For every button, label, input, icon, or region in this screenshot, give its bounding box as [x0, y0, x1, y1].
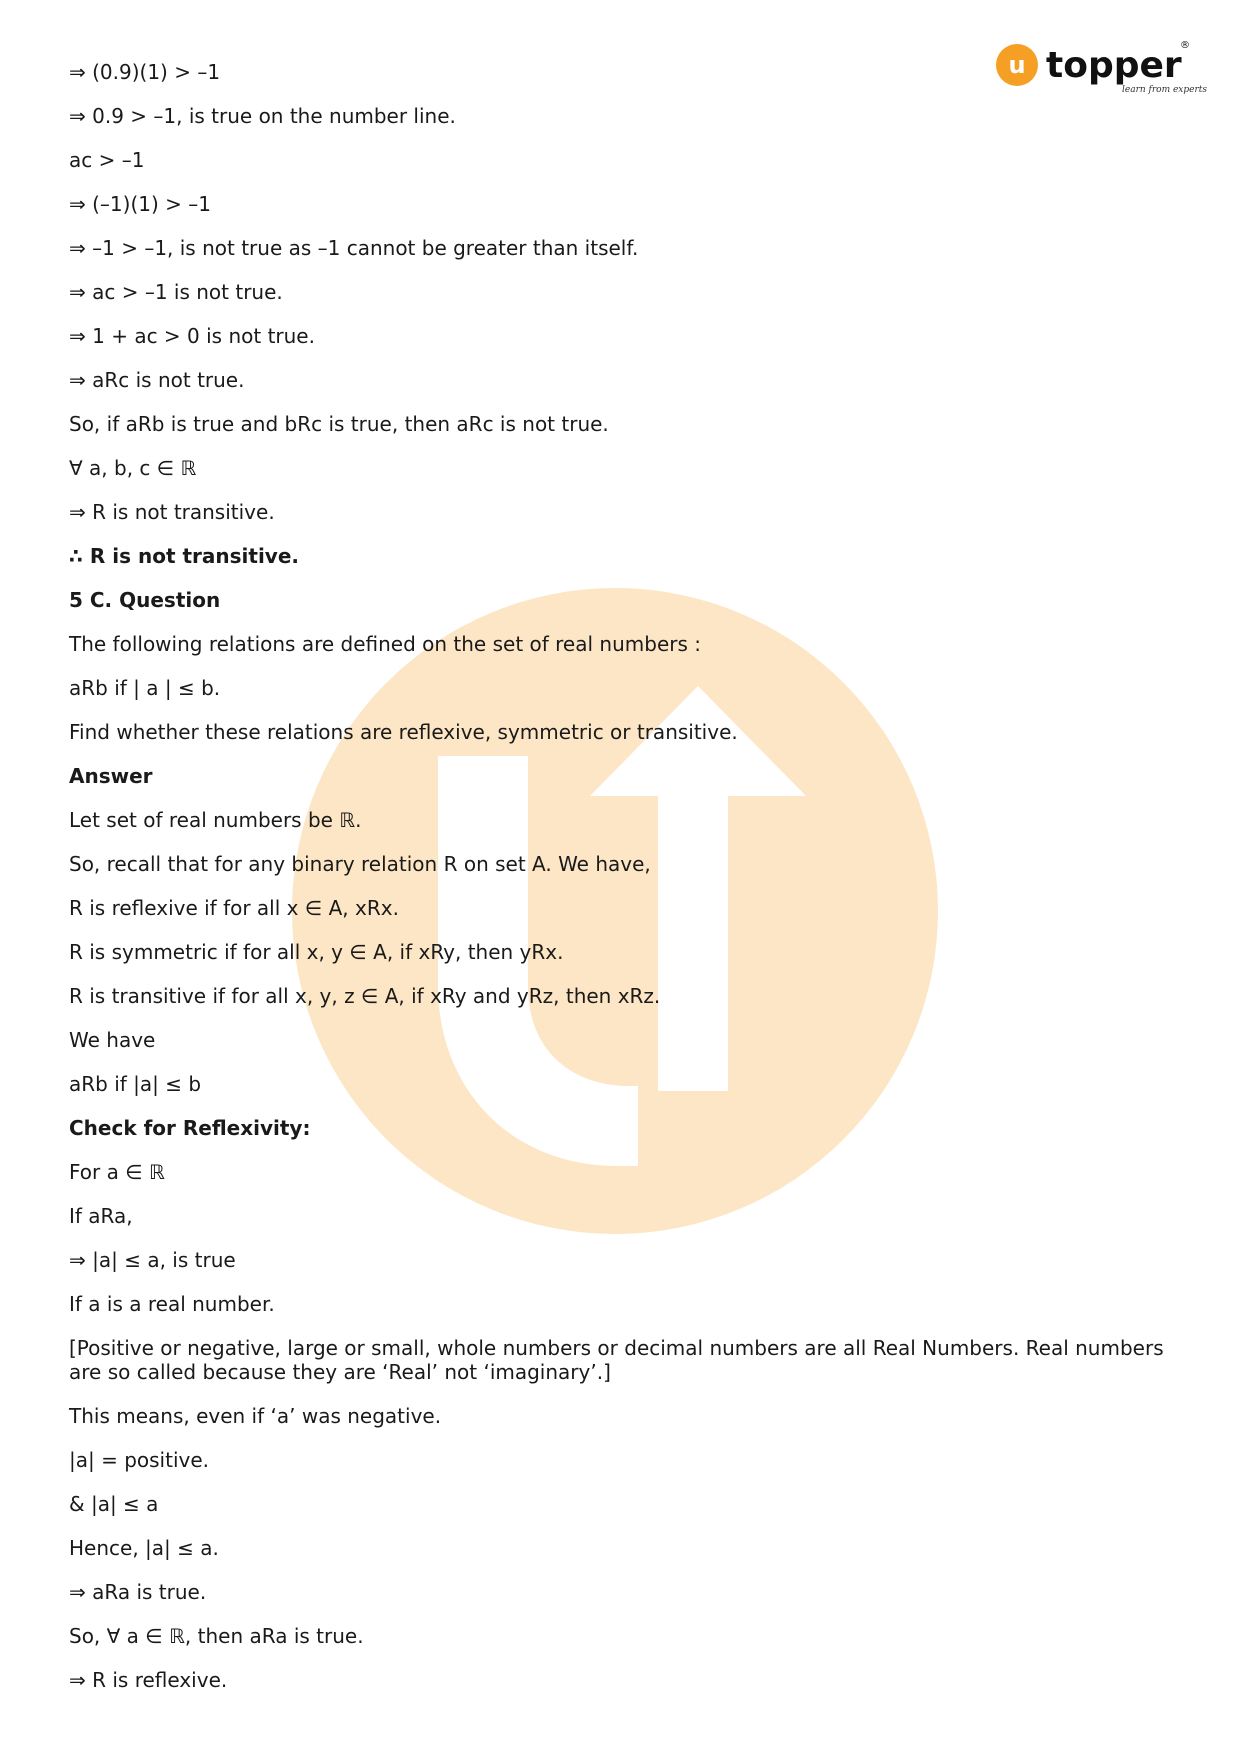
- conclusion-heading: ∴ R is not transitive.: [69, 544, 299, 568]
- text-line: aRb if |a| ≤ b: [69, 1072, 202, 1096]
- topper-logo: [994, 36, 1208, 102]
- question-text: Find whether these relations are reflexive, symmetric or transitive.: [69, 720, 738, 744]
- text-line: ac > –1: [69, 148, 145, 172]
- text-line: |a| = positive.: [69, 1448, 210, 1472]
- section-heading: Check for Reflexivity:: [69, 1116, 311, 1140]
- text-line: ⇒ 0.9 > –1, is true on the number line.: [69, 104, 456, 128]
- text-line: We have: [69, 1028, 156, 1052]
- text-line: R is symmetric if for all x, y ∈ A, if xRy, then yRx.: [69, 940, 564, 964]
- question-text: The following relations are defined on the set of real numbers :: [69, 632, 701, 656]
- text-line: R is transitive if for all x, y, z ∈ A, if xRy and yRz, then xRz.: [69, 984, 661, 1008]
- text-line: So, ∀ a ∈ ℝ, then aRa is true.: [69, 1624, 364, 1648]
- logo-letter: u: [1008, 51, 1026, 79]
- answer-heading: Answer: [69, 764, 153, 788]
- text-line: If aRa,: [69, 1204, 133, 1228]
- text-line: So, recall that for any binary relation R on set A. We have,: [69, 852, 651, 876]
- text-line: ⇒ R is reflexive.: [69, 1668, 228, 1692]
- logo-tagline: learn from experts: [1122, 85, 1208, 95]
- text-line: ⇒ aRc is not true.: [69, 368, 245, 392]
- text-line: For a ∈ ℝ: [69, 1160, 165, 1184]
- text-line: So, if aRb is true and bRc is true, then aRc is not true.: [69, 412, 609, 436]
- text-line: ⇒ R is not transitive.: [69, 500, 275, 524]
- text-line: If a is a real number.: [69, 1292, 275, 1316]
- text-line: ⇒ (0.9)(1) > –1: [69, 60, 221, 84]
- text-line: ⇒ 1 + ac > 0 is not true.: [69, 324, 315, 348]
- text-line: ⇒ (–1)(1) > –1: [69, 192, 211, 216]
- text-line: ⇒ |a| ≤ a, is true: [69, 1248, 236, 1272]
- text-line: ⇒ –1 > –1, is not true as –1 cannot be greater than itself.: [69, 236, 639, 260]
- question-text: aRb if | a | ≤ b.: [69, 676, 221, 700]
- note-paragraph: [Positive or negative, large or small, whole numbers or decimal numbers are all Real Numbers. Real numbers are so called because they are ‘Real’ not ‘imaginary’.]: [69, 1336, 1164, 1384]
- text-line: R is reflexive if for all x ∈ A, xRx.: [69, 896, 399, 920]
- text-line: ⇒ ac > –1 is not true.: [69, 280, 283, 304]
- logo-registered-mark: ®: [1180, 40, 1190, 51]
- text-line: & |a| ≤ a: [69, 1492, 159, 1516]
- text-line: Hence, |a| ≤ a.: [69, 1536, 219, 1560]
- text-line: ⇒ aRa is true.: [69, 1580, 207, 1604]
- document-body: [69, 60, 1179, 1712]
- text-line: ∀ a, b, c ∈ ℝ: [69, 456, 197, 480]
- question-heading: 5 C. Question: [69, 588, 221, 612]
- text-line: Let set of real numbers be ℝ.: [69, 808, 362, 832]
- logo-wordmark: topper: [1046, 45, 1182, 86]
- text-line: This means, even if ‘a’ was negative.: [69, 1404, 442, 1428]
